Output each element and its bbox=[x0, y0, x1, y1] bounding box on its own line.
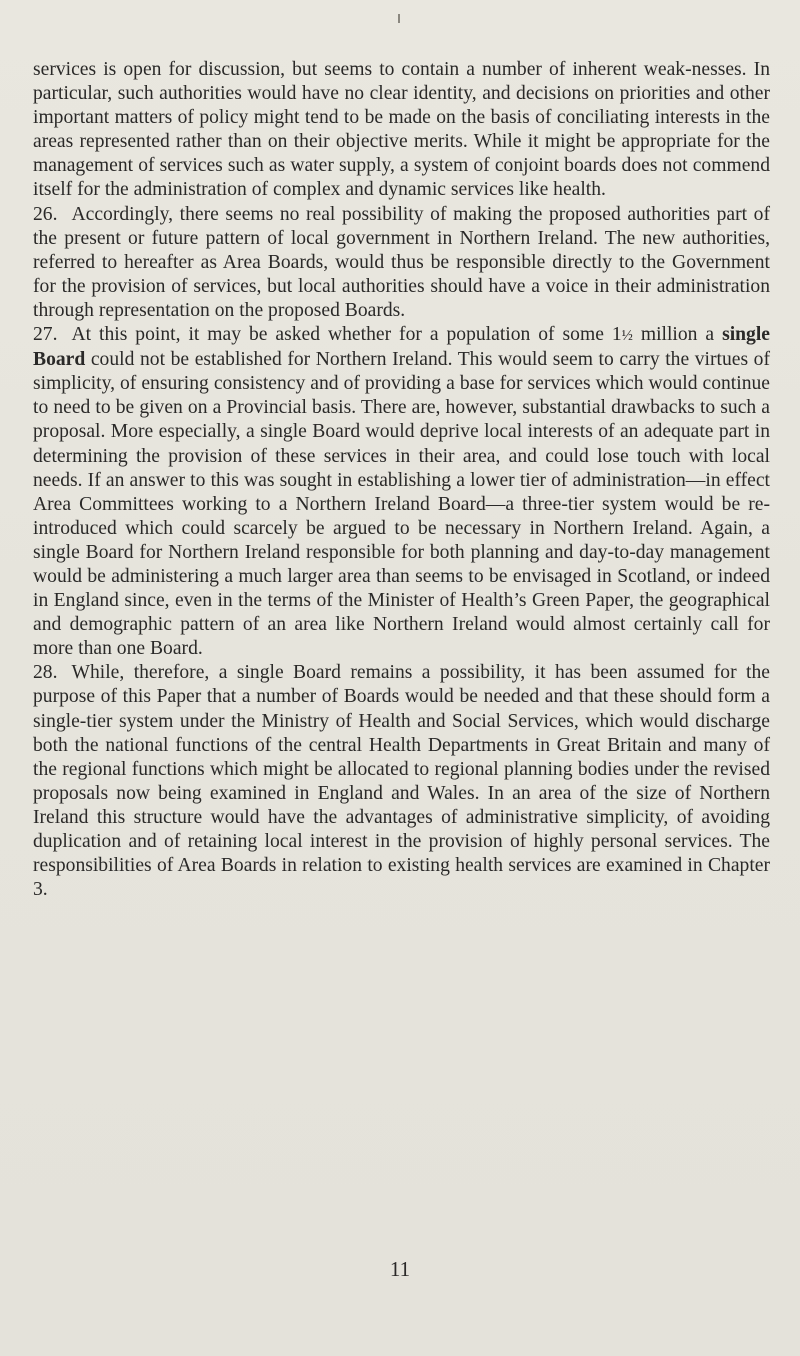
paragraph-text: Accordingly, there seems no real possibility of making the proposed authorities part of the present or future pattern of local government in Northern Ireland. The new authorities, referred to hereafter as Area Boards, would thus be responsible directly to the Government for the provision of services, but local authorities should have a voice in their administration through representation on the proposed Boards. bbox=[33, 203, 770, 321]
paragraph-text-start: At this point, it may be asked whether for a population of some 1 bbox=[71, 324, 622, 346]
page-number: 11 bbox=[389, 1257, 411, 1281]
paragraph-number: 26. bbox=[33, 203, 58, 225]
paragraph-text-end: could not be established for Northern Ireland. This would seem to carry the virtues of simplicity, of ensuring consistency and of providing a base for services which would continue to need to be given on a Provincial basis. There are, however, substantial drawbacks to such a proposal. More especially, a single Board would deprive local interests of an adequate part in determining the provision of these services in their area, and could lose touch with local needs. If an answer to this was sought in establishing a lower tier of administration—in effect Area Committees working to a Northern Ireland Board—a three-tier system would be re-introduced which could scarcely be argued to be necessary in Northern Ireland. Again, a single Board for Northern Ireland responsible for both planning and day-to-day management would be administering a much larger area than seems to be envisaged in Scotland, or indeed in England since, even in the terms of the Minister of Health’s Green Paper, the geographical and demographic pattern of an area like Northern Ireland would almost certainly call for more than one Board. bbox=[33, 349, 770, 660]
paragraph-text: services is open for discussion, but seems to contain a number of inherent weak-nesses. In particular, such authorities would have no clear identity, and decisions on priorities and other important matters of policy might tend to be made on the basis of conciliating interests in the areas represented rather than on their objective merits. While it might be appropriate for the management of services such as water supply, a system of conjoint boards does not commend itself for the administration of complex and dynamic services like health. bbox=[33, 59, 770, 201]
paragraph-continuation bbox=[33, 58, 770, 203]
paragraph-27 bbox=[33, 323, 770, 661]
scan-speck bbox=[398, 14, 400, 23]
paragraph-26 bbox=[33, 203, 770, 323]
paragraph-text: While, therefore, a single Board remains a possibility, it has been assumed for the purpose of this Paper that a number of Boards would be needed and that these should form a single-tier system under the Ministry of Health and Social Services, which would discharge both the national functions of the central Health Departments in Great Britain and many of the regional functions which might be allocated to regional planning bodies under the revised proposals now being examined in England and Wales. In an area of the size of Northern Ireland this structure would have the advantages of administrative simplicity, of avoiding duplication and of retaining local interest in the provision of highly personal services. The responsibilities of Area Boards in relation to existing health services are examined in Chapter 3. bbox=[33, 662, 770, 901]
bold-phrase: single Board bbox=[33, 324, 770, 371]
paragraph-number: 28. bbox=[33, 662, 58, 684]
paragraph-28 bbox=[33, 661, 770, 902]
paragraph-text-middle: million a bbox=[632, 324, 723, 346]
paragraph-number: 27. bbox=[33, 324, 58, 346]
body-text bbox=[33, 58, 770, 902]
fraction-half: ½ bbox=[621, 328, 633, 345]
